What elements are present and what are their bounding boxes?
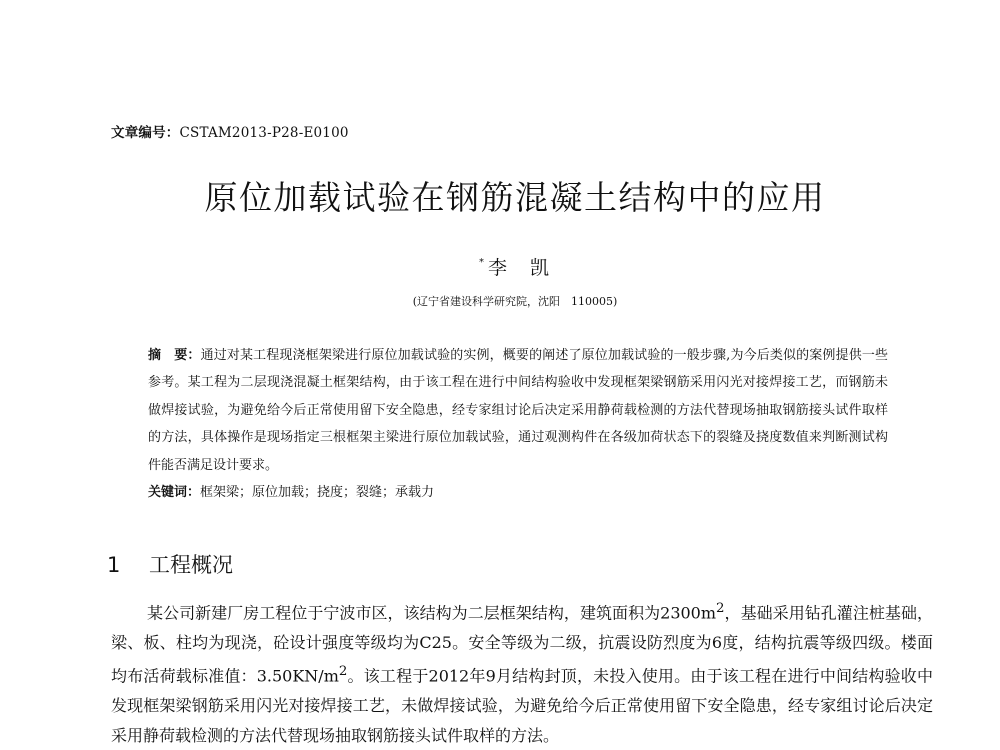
keywords-label: 关键词： bbox=[148, 485, 201, 500]
area-unit-superscript: 2 bbox=[716, 601, 725, 616]
abstract bbox=[148, 342, 888, 479]
section-heading bbox=[107, 549, 233, 579]
body-text-part-3: 。该工程于2012年9月结构封顶，未投入使用。由于该工程在进行中间结构验收中发现框架梁钢筋采用闪光对接焊接工艺，未做焊接试验，为避免给今后正常使用留下安全隐患，经专家组讨论后决定采用静荷载检测的方法代替现场抽取钢筋接头试件取样的方法。 bbox=[111, 666, 933, 745]
keywords bbox=[148, 481, 888, 500]
abstract-label: 摘 要： bbox=[148, 348, 201, 363]
article-number bbox=[111, 121, 349, 141]
body-text-part-1: 某公司新建厂房工程位于宁波市区，该结构为二层框架结构，建筑面积为2300m bbox=[147, 603, 717, 623]
body-text-part-2: ，基础采用钻孔灌注桩基础，梁、板、柱均为现浇，砼设计强度等级均为C25。安全等级为二级，抗震设防烈度为6度，结构抗震等级四级。楼面均布活荷载标准值：3.50KN/m bbox=[111, 603, 933, 686]
author bbox=[0, 253, 1000, 280]
keywords-text: 框架梁；原位加载；挠度；裂缝；承载力 bbox=[200, 485, 435, 500]
abstract-text: 通过对某工程现浇框架梁进行原位加载试验的实例，概要的阐述了原位加载试验的一般步骤,为今后类似的案例提供一些参考。某工程为二层现浇混凝土框架结构，由于该工程在进行中间结构验收中发现框架梁钢筋采用闪光对接焊接工艺，而钢筋未做焊接试验，为避免给今后正常使用留下安全隐患，经专家组讨论后决定采用静荷载检测的方法代替现场抽取钢筋接头试件取样的方法，具体操作是现场指定三根框架主梁进行原位加载试验，通过观测构件在各级加荷状态下的裂缝及挠度数值来判断测试构件能否满足设计要求。 bbox=[148, 348, 888, 473]
section-number: 1 bbox=[107, 553, 121, 577]
article-number-value: CSTAM2013-P28-E0100 bbox=[179, 125, 349, 141]
load-unit-superscript: 2 bbox=[338, 664, 348, 680]
section-title: 工程概况 bbox=[149, 553, 233, 577]
author-marker: * bbox=[478, 257, 486, 268]
body-paragraph bbox=[111, 594, 933, 750]
author-name: 李 凯 bbox=[487, 257, 551, 279]
paper-title: 原位加载试验在钢筋混凝土结构中的应用 bbox=[204, 178, 826, 217]
article-number-label: 文章编号： bbox=[111, 125, 180, 141]
affiliation: (辽宁省建设科学研究院，沈阳 110005) bbox=[412, 295, 618, 308]
